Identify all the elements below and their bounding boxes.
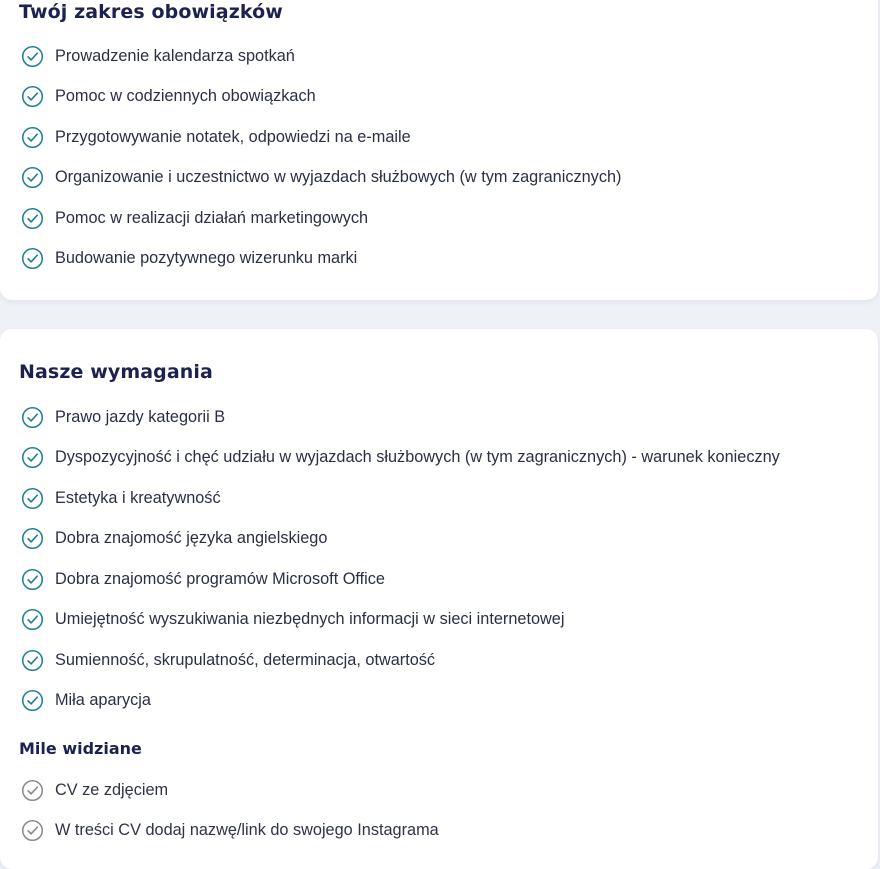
check-circle-icon bbox=[21, 247, 44, 270]
list-item-text: Dyspozycyjność i chęć udziału w wyjazdach służbowych (w tym zagranicznych) - warunek konieczny bbox=[55, 448, 780, 467]
check-circle-icon bbox=[21, 608, 44, 631]
list-item-text: Organizowanie i uczestnictwo w wyjazdach służbowych (w tym zagranicznych) bbox=[55, 168, 622, 187]
list-item-text: Sumienność, skrupulatność, determinacja, otwartość bbox=[55, 650, 436, 669]
check-circle-icon bbox=[21, 568, 44, 591]
list-item-text: Dobra znajomość programów Microsoft Office bbox=[55, 569, 385, 588]
list-item-text: Przygotowywanie notatek, odpowiedzi na e-maile bbox=[55, 127, 411, 146]
list-item bbox=[21, 198, 621, 239]
check-circle-icon bbox=[21, 649, 44, 672]
check-circle-outline-icon bbox=[21, 819, 44, 842]
check-circle-icon bbox=[21, 689, 44, 712]
list-item-text: Prowadzenie kalendarza spotkań bbox=[55, 46, 295, 65]
check-circle-icon bbox=[21, 85, 44, 108]
check-circle-icon bbox=[21, 406, 44, 429]
check-circle-icon bbox=[21, 45, 44, 68]
list-item bbox=[21, 681, 780, 722]
list-item-text: Umiejętność wyszukiwania niezbędnych informacji w sieci internetowej bbox=[55, 610, 565, 629]
list-item bbox=[21, 600, 780, 641]
list-item bbox=[21, 77, 621, 118]
nice-to-have-list bbox=[21, 770, 439, 851]
list-item-text: Estetyka i kreatywność bbox=[55, 488, 221, 507]
list-item-text: W treści CV dodaj nazwę/link do swojego Instagrama bbox=[55, 821, 439, 840]
requirements-card bbox=[0, 329, 878, 869]
list-item bbox=[21, 770, 439, 811]
list-item bbox=[21, 811, 439, 852]
check-circle-icon bbox=[21, 446, 44, 469]
list-item bbox=[21, 117, 621, 158]
check-circle-outline-icon bbox=[21, 779, 44, 802]
requirements-title: Nasze wymagania bbox=[19, 361, 213, 383]
list-item-text: Prawo jazdy kategorii B bbox=[55, 407, 226, 426]
list-item bbox=[21, 640, 780, 681]
list-item bbox=[21, 438, 780, 479]
list-item-text: Budowanie pozytywnego wizerunku marki bbox=[55, 249, 358, 268]
nice-to-have-title: Mile widziane bbox=[19, 739, 142, 758]
list-item-text: CV ze zdjęciem bbox=[55, 780, 169, 799]
list-item bbox=[21, 519, 780, 560]
list-item-text: Pomoc w realizacji działań marketingowych bbox=[55, 208, 369, 227]
list-item bbox=[21, 239, 621, 280]
list-item-text: Dobra znajomość języka angielskiego bbox=[55, 529, 328, 548]
check-circle-icon bbox=[21, 166, 44, 189]
list-item bbox=[21, 158, 621, 199]
list-item-text: Pomoc w codziennych obowiązkach bbox=[55, 87, 316, 106]
list-item-text: Miła aparycja bbox=[55, 691, 151, 710]
check-circle-icon bbox=[21, 126, 44, 149]
check-circle-icon bbox=[21, 207, 44, 230]
list-item bbox=[21, 36, 621, 77]
responsibilities-title: Twój zakres obowiązków bbox=[19, 1, 283, 23]
check-circle-icon bbox=[21, 487, 44, 510]
responsibilities-card bbox=[0, 0, 878, 300]
list-item bbox=[21, 478, 780, 519]
list-item bbox=[21, 559, 780, 600]
check-circle-icon bbox=[21, 527, 44, 550]
list-item bbox=[21, 397, 780, 438]
responsibilities-list bbox=[21, 36, 621, 279]
requirements-list bbox=[21, 397, 780, 721]
